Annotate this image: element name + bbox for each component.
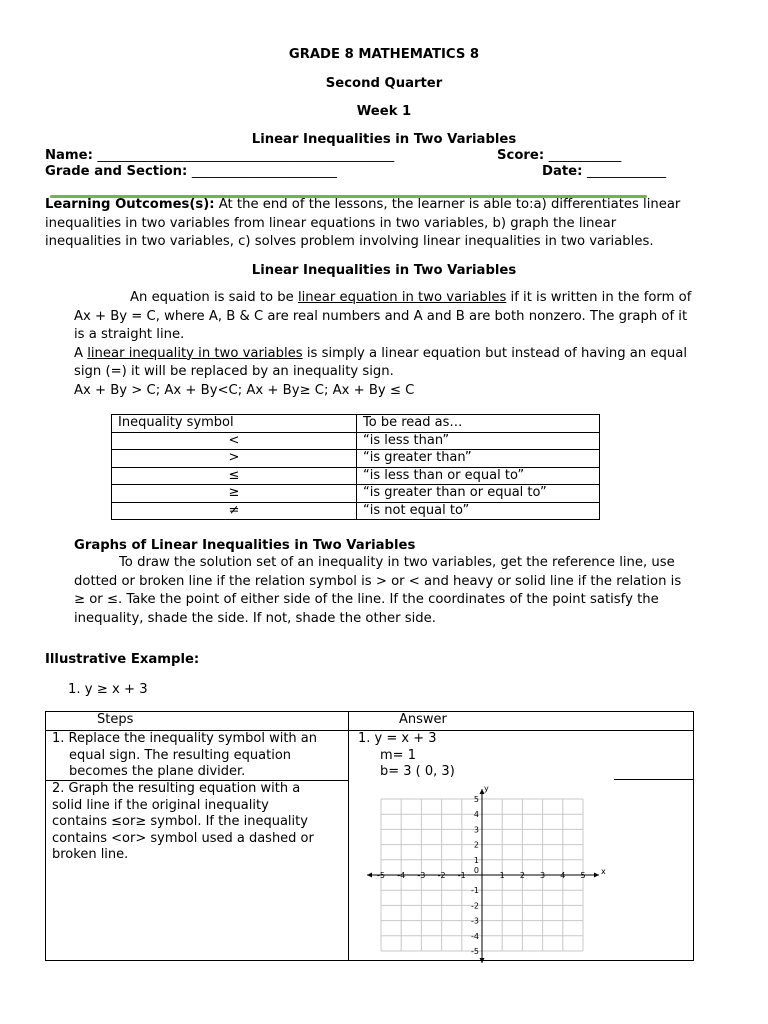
outcomes-line: At the end of the lessons, the learner is able to:a) differentiates linear <box>214 197 681 212</box>
outcomes-line: inequalities in two variables from linear equations in two variables, b) graph the linear <box>45 215 617 231</box>
y-tick-label: 1 <box>473 855 479 865</box>
table-header: To be read as… <box>357 415 600 433</box>
date-label: Date: <box>542 164 583 179</box>
reading-cell: “is greater than” <box>357 450 600 468</box>
y-tick-label: 4 <box>473 810 479 820</box>
reading-cell: “is not equal to” <box>357 502 600 520</box>
table-row <box>112 467 600 485</box>
y-tick-label: -4 <box>471 931 479 941</box>
score-field <box>497 147 621 164</box>
y-tick-label: 3 <box>473 825 479 835</box>
step-1 <box>52 731 317 781</box>
x-tick-label: -3 <box>417 871 426 880</box>
y-tick-label: -3 <box>471 916 479 926</box>
step-2 <box>52 781 314 864</box>
tick-labels <box>377 784 606 956</box>
table-row <box>112 502 600 520</box>
graphs-text: inequality, shade the side. If not, shade the other side. <box>74 610 436 626</box>
x-tick-label: 2 <box>519 871 525 880</box>
inequality-forms: Ax + By > C; Ax + By<C; Ax + By≥ C; Ax + By ≤ C <box>74 382 415 398</box>
x-tick-label: 3 <box>540 871 546 880</box>
step-text: becomes the plane divider. <box>69 764 246 779</box>
intro-paragraph <box>74 289 754 400</box>
grade-label: Grade and Section: <box>45 164 188 179</box>
answer-1 <box>358 731 455 781</box>
symbol-cell: > <box>112 450 357 468</box>
x-axis-label: x <box>601 867 606 876</box>
y-tick-label: 2 <box>473 840 479 850</box>
step-text: solid line if the original inequality <box>52 797 269 813</box>
symbol-cell: ≤ <box>112 467 357 485</box>
step-text: 2. Graph the resulting equation with a <box>52 781 301 796</box>
y-axis-label: y <box>484 784 489 793</box>
table-header-row <box>112 415 600 433</box>
step-text: 1. Replace the inequality symbol with an <box>52 731 318 746</box>
x-tick-label: 4 <box>560 871 566 880</box>
y-tick-label: 5 <box>473 795 479 804</box>
score-blank: ___________ <box>548 148 622 163</box>
reading-cell: “is less than” <box>357 432 600 450</box>
graphs-text: To draw the solution set of an inequality in two variables, get the reference line, use <box>119 555 675 570</box>
step-text: broken line. <box>52 847 129 862</box>
x-tick-label: -4 <box>397 871 406 880</box>
symbol-cell: < <box>112 432 357 450</box>
answer-text: b= 3 ( 0, 3) <box>380 764 455 779</box>
name-field <box>45 147 394 164</box>
graphs-text: ≥ or ≤. Take the point of either side of the line. If the coordinates of the point satisfy the <box>74 592 659 607</box>
answer-row-divider <box>614 779 694 780</box>
section-heading: Linear Inequalities in Two Variables <box>251 263 517 278</box>
inequality-symbol-table <box>111 414 600 520</box>
symbol-cell: ≠ <box>112 502 357 520</box>
x-tick-label: -5 <box>377 871 385 880</box>
date-field <box>542 163 666 180</box>
term-linear-inequality: linear inequality in two variables <box>87 345 303 361</box>
y-tick-label: -5 <box>471 947 479 956</box>
term-linear-equation: linear equation in two variables <box>297 290 507 305</box>
answer-text: m= 1 <box>380 747 416 763</box>
step-text: equal sign. The resulting equation <box>69 747 292 763</box>
intro-text: An equation is said to be <box>130 290 298 305</box>
intro-text: is simply a linear equation but instead of having an equal <box>302 345 687 361</box>
steps-header: Steps <box>97 712 134 727</box>
graphs-heading: Graphs of Linear Inequalities in Two Variables <box>74 538 416 553</box>
document-title: GRADE 8 MATHEMATICS 8 <box>288 47 480 62</box>
x-axis-arrow-left <box>367 873 372 878</box>
learning-outcomes <box>45 196 745 252</box>
graphs-paragraph <box>74 554 754 628</box>
intro-text: sign (=) it will be replaced by an inequality sign. <box>74 364 394 379</box>
name-blank: _____________________________________________ <box>97 148 395 163</box>
x-tick-label: 1 <box>499 871 505 880</box>
table-header: Inequality symbol <box>112 415 357 433</box>
grade-section-field <box>45 163 337 180</box>
week-label: Week 1 <box>356 104 412 119</box>
intro-text: A <box>74 345 88 361</box>
example-item: 1. y ≥ x + 3 <box>68 682 148 697</box>
graphs-text: dotted or broken line if the relation symbol is > or < and heavy or solid line if the relation is <box>74 573 682 589</box>
x-tick-label: 5 <box>580 871 586 880</box>
table-row <box>112 485 600 503</box>
example-heading: Illustrative Example: <box>45 652 200 667</box>
step-text: contains <or> symbol used a dashed or <box>52 830 314 846</box>
table-row <box>112 450 600 468</box>
y-tick-label: -2 <box>471 901 479 911</box>
steps-column-divider <box>348 711 349 961</box>
quarter-label: Second Quarter <box>325 76 443 91</box>
date-blank: ____________ <box>586 164 667 179</box>
step-text: contains ≤or≥ symbol. If the inequality <box>52 814 308 829</box>
outcomes-label: Learning Outcomes(s): <box>45 197 215 212</box>
y-tick-label: -1 <box>471 886 479 896</box>
name-label: Name: <box>45 148 93 163</box>
reading-cell: “is less than or equal to” <box>357 467 600 485</box>
x-axis-arrow-right <box>594 873 599 878</box>
intro-text: if it is written in the form of <box>506 290 692 305</box>
x-tick-label: -1 <box>457 871 466 880</box>
answer-header: Answer <box>399 712 447 727</box>
outcomes-line: inequalities in two variables, c) solves problem involving linear inequalities in two variables. <box>45 234 654 249</box>
coordinate-grid <box>364 782 604 958</box>
score-label: Score: <box>497 148 545 163</box>
answer-text: 1. y = x + 3 <box>358 731 437 746</box>
intro-text: Ax + By = C, where A, B & C are real numbers and A and B are both nonzero. The graph of it <box>74 308 688 324</box>
symbol-cell: ≥ <box>112 485 357 503</box>
intro-text: is a straight line. <box>74 327 185 342</box>
origin-label: 0 <box>473 866 479 875</box>
grade-blank: ______________________ <box>191 164 337 179</box>
x-tick-label: -2 <box>437 871 446 880</box>
topic-title: Linear Inequalities in Two Variables <box>251 132 517 147</box>
table-row <box>112 432 600 450</box>
reading-cell: “is greater than or equal to” <box>357 485 600 503</box>
